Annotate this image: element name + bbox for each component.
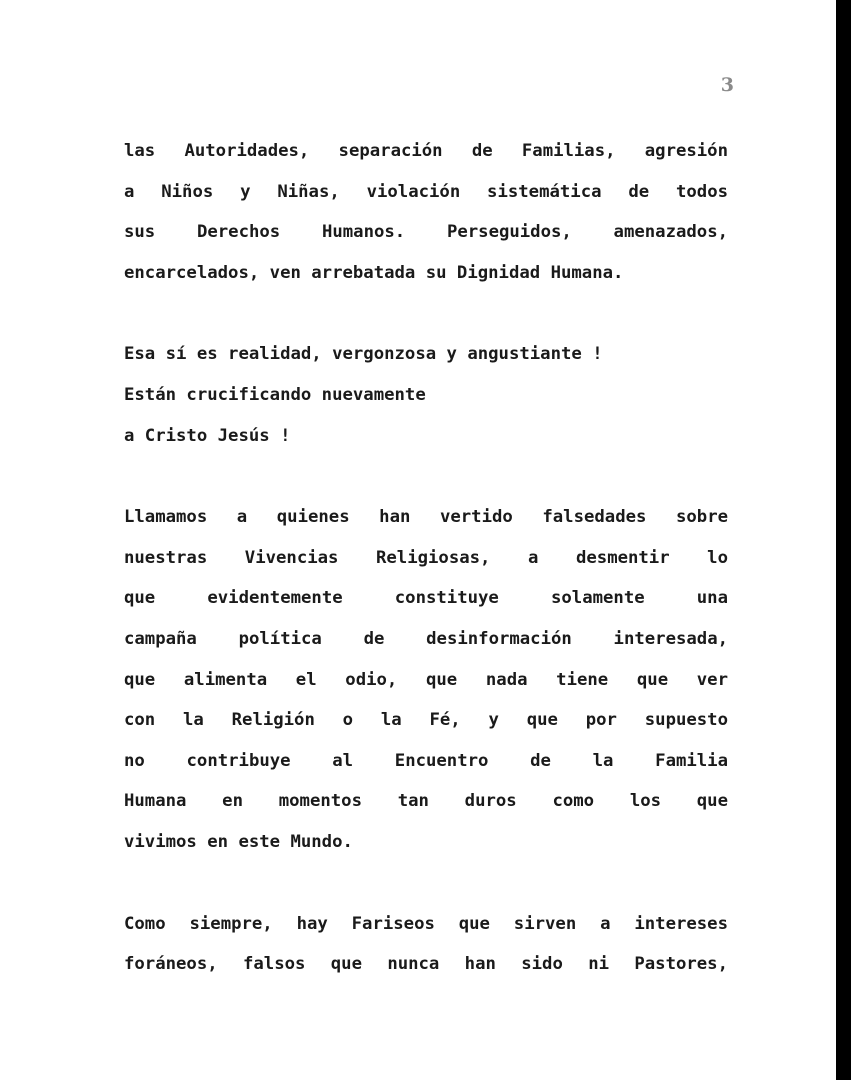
page-number: 3 xyxy=(720,74,734,96)
text-line: las Autoridades, separación de Familias, agresión xyxy=(124,141,728,161)
text-line: foráneos, falsos que nunca han sido ni Pastores, xyxy=(124,954,728,975)
text-line: vivimos en este Mundo. xyxy=(124,831,353,852)
text-line: Llamamos a quienes han vertido falsedades sobre xyxy=(124,507,728,528)
paragraph xyxy=(124,497,728,862)
text-line: a Niños y Niñas, violación sistemática de todos xyxy=(124,181,728,202)
text-line: que evidentemente constituye solamente una xyxy=(124,588,728,609)
text-line: Esa sí es realidad, vergonzosa y angustiante ! xyxy=(124,344,603,365)
text-line: encarcelados, ven arrebatada su Dignidad Humana. xyxy=(124,262,624,283)
text-line: no contribuye al Encuentro de la Familia xyxy=(124,750,728,771)
document-body xyxy=(124,131,728,1026)
text-line: sus Derechos Humanos. Perseguidos, amenazados, xyxy=(124,222,728,243)
text-line: Están crucificando nuevamente xyxy=(124,384,426,405)
paragraph xyxy=(124,904,728,985)
text-line: con la Religión o la Fé, y que por supuesto xyxy=(124,710,728,731)
text-line: Humana en momentos tan duros como los que xyxy=(124,791,728,812)
paragraph xyxy=(124,131,728,293)
text-line: Como siempre, hay Fariseos que sirven a intereses xyxy=(124,913,728,934)
text-line: nuestras Vivencias Religiosas, a desmentir lo xyxy=(124,547,728,568)
text-line: campaña política de desinformación interesada, xyxy=(124,628,728,649)
paragraph xyxy=(124,334,728,456)
text-line: a Cristo Jesús ! xyxy=(124,425,291,446)
text-line: que alimenta el odio, que nada tiene que ver xyxy=(124,669,728,690)
